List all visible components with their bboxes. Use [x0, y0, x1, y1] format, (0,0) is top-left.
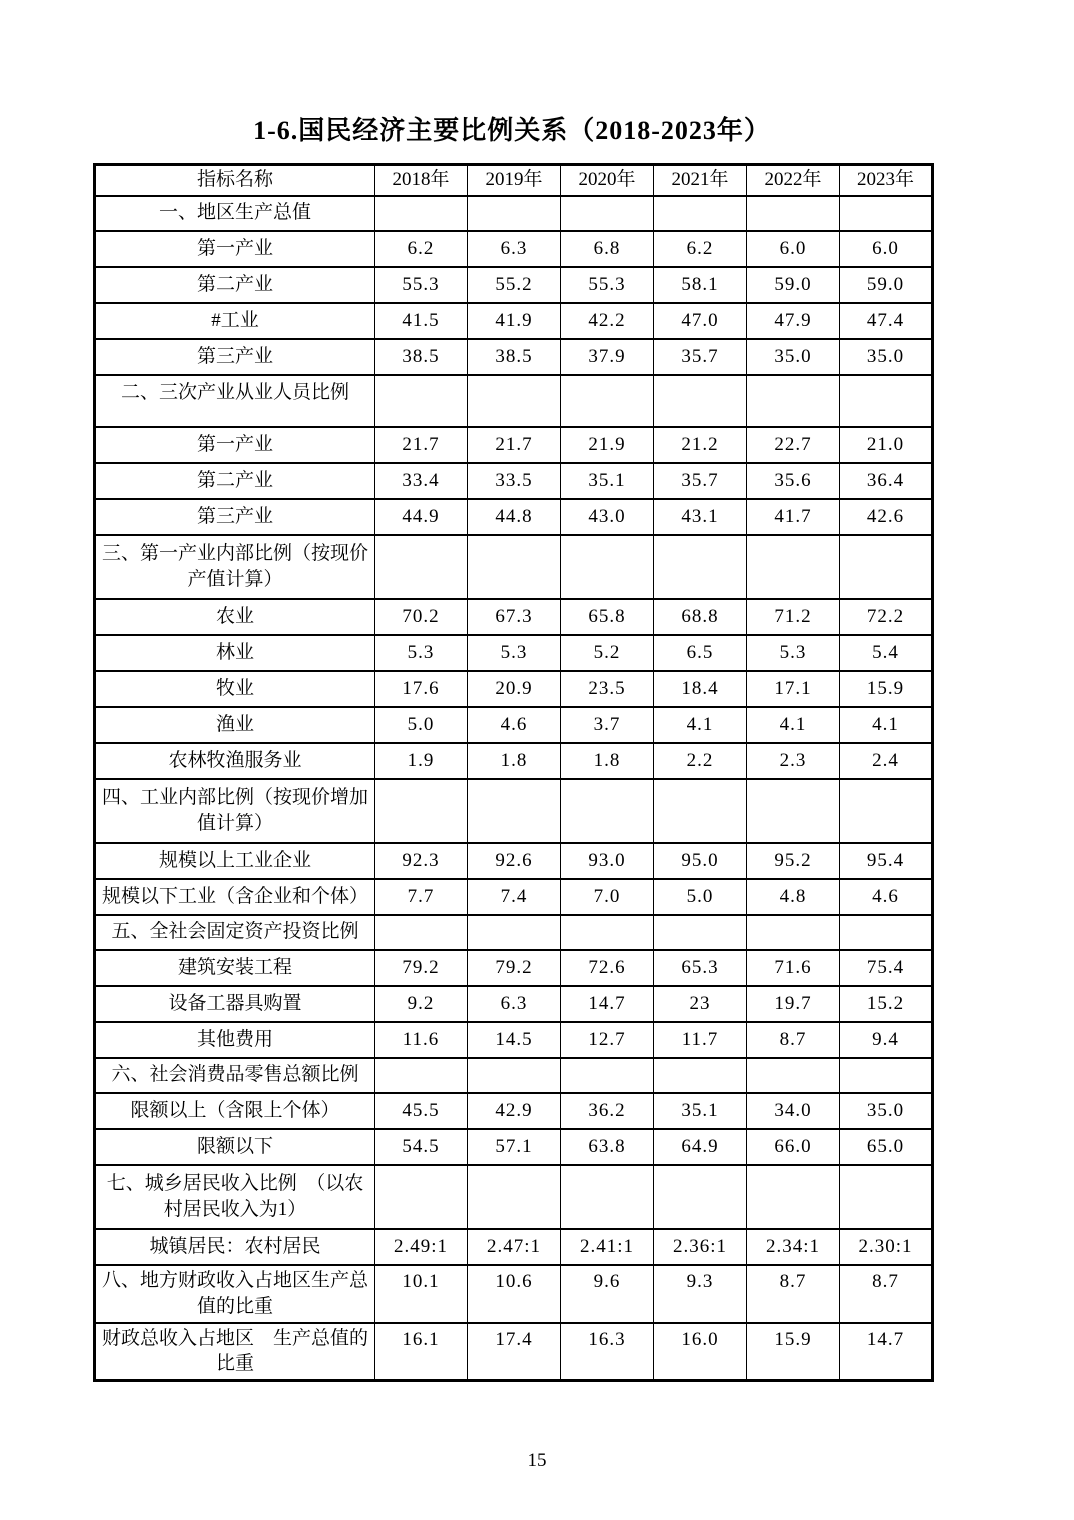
value-cell: 7.7	[375, 879, 468, 915]
indicator-label-cell: 第一产业	[95, 231, 375, 267]
value-cell: 17.1	[747, 671, 840, 707]
table-row	[95, 267, 933, 303]
value-cell	[840, 915, 933, 950]
value-cell: 21.0	[840, 427, 933, 463]
value-cell: 6.2	[654, 231, 747, 267]
value-cell	[561, 1058, 654, 1093]
value-cell: 5.4	[840, 635, 933, 671]
value-cell: 14.7	[561, 986, 654, 1022]
value-cell: 1.8	[561, 743, 654, 779]
value-cell: 5.2	[561, 635, 654, 671]
value-cell: 1.8	[468, 743, 561, 779]
value-cell: 38.5	[468, 339, 561, 375]
indicator-label-cell: 渔业	[95, 707, 375, 743]
table-row	[95, 375, 933, 427]
value-cell	[654, 196, 747, 231]
value-cell	[375, 375, 468, 427]
value-cell	[468, 375, 561, 427]
table-header-row	[95, 165, 933, 196]
value-cell: 43.0	[561, 499, 654, 535]
value-cell: 2.3	[747, 743, 840, 779]
table-row	[95, 1022, 933, 1058]
value-cell: 36.4	[840, 463, 933, 499]
table-row	[95, 915, 933, 950]
value-cell: 57.1	[468, 1129, 561, 1165]
table-row	[95, 950, 933, 986]
value-cell: 12.7	[561, 1022, 654, 1058]
value-cell: 4.6	[468, 707, 561, 743]
value-cell: 79.2	[468, 950, 561, 986]
value-cell: 45.5	[375, 1093, 468, 1129]
value-cell	[747, 915, 840, 950]
table-row	[95, 1265, 933, 1323]
value-cell	[468, 1058, 561, 1093]
value-cell: 44.9	[375, 499, 468, 535]
table-row	[95, 196, 933, 231]
value-cell: 11.6	[375, 1022, 468, 1058]
value-cell: 42.9	[468, 1093, 561, 1129]
value-cell: 72.6	[561, 950, 654, 986]
value-cell	[561, 196, 654, 231]
value-cell: 2.47:1	[468, 1229, 561, 1265]
value-cell: 17.4	[468, 1323, 561, 1381]
value-cell: 95.2	[747, 843, 840, 879]
value-cell: 15.2	[840, 986, 933, 1022]
value-cell: 7.0	[561, 879, 654, 915]
value-cell: 43.1	[654, 499, 747, 535]
value-cell: 21.7	[375, 427, 468, 463]
indicator-label-cell: 七、城乡居民收入比例 （以农村居民收入为1）	[95, 1165, 375, 1229]
table-row	[95, 339, 933, 375]
value-cell	[747, 779, 840, 843]
value-cell	[561, 1165, 654, 1229]
indicator-label-cell: 财政总收入占地区 生产总值的比重	[95, 1323, 375, 1381]
value-cell	[654, 779, 747, 843]
value-cell: 34.0	[747, 1093, 840, 1129]
indicator-label-cell: 三、第一产业内部比例（按现价产值计算）	[95, 535, 375, 599]
value-cell: 5.0	[375, 707, 468, 743]
value-cell: 59.0	[747, 267, 840, 303]
value-cell: 2.49:1	[375, 1229, 468, 1265]
value-cell: 6.0	[840, 231, 933, 267]
table-row	[95, 427, 933, 463]
value-cell: 6.5	[654, 635, 747, 671]
value-cell	[747, 1165, 840, 1229]
table-row	[95, 986, 933, 1022]
value-cell: 35.0	[840, 1093, 933, 1129]
table-row	[95, 535, 933, 599]
value-cell: 6.3	[468, 231, 561, 267]
value-cell	[375, 915, 468, 950]
value-cell: 9.2	[375, 986, 468, 1022]
indicator-label-cell: 第三产业	[95, 499, 375, 535]
value-cell: 8.7	[840, 1265, 933, 1323]
column-header-indicator: 指标名称	[95, 165, 375, 196]
indicator-label-cell: 六、社会消费品零售总额比例	[95, 1058, 375, 1093]
value-cell	[375, 779, 468, 843]
value-cell: 5.3	[375, 635, 468, 671]
value-cell	[654, 1058, 747, 1093]
table-row	[95, 1058, 933, 1093]
indicator-label-cell: 林业	[95, 635, 375, 671]
value-cell: 16.3	[561, 1323, 654, 1381]
value-cell: 4.1	[840, 707, 933, 743]
value-cell	[561, 915, 654, 950]
value-cell: 66.0	[747, 1129, 840, 1165]
indicator-label-cell: 牧业	[95, 671, 375, 707]
value-cell: 7.4	[468, 879, 561, 915]
column-header-year: 2021年	[654, 165, 747, 196]
value-cell	[375, 1058, 468, 1093]
value-cell: 47.9	[747, 303, 840, 339]
indicator-label-cell: 一、地区生产总值	[95, 196, 375, 231]
value-cell: 21.9	[561, 427, 654, 463]
value-cell: 33.4	[375, 463, 468, 499]
table-row	[95, 1093, 933, 1129]
value-cell	[840, 375, 933, 427]
value-cell: 10.6	[468, 1265, 561, 1323]
value-cell: 35.7	[654, 339, 747, 375]
table-row	[95, 1129, 933, 1165]
column-header-year: 2019年	[468, 165, 561, 196]
value-cell: 95.4	[840, 843, 933, 879]
indicator-label-cell: 八、地方财政收入占地区生产总值的比重	[95, 1265, 375, 1323]
table-row	[95, 499, 933, 535]
indicator-label-cell: 二、三次产业从业人员比例	[95, 375, 375, 427]
indicator-label-cell: 规模以下工业（含企业和个体）	[95, 879, 375, 915]
value-cell: 93.0	[561, 843, 654, 879]
page-number: 15	[527, 1450, 547, 1471]
indicator-label-cell: 其他费用	[95, 1022, 375, 1058]
value-cell	[747, 535, 840, 599]
indicator-label-cell: 城镇居民：农村居民	[95, 1229, 375, 1265]
value-cell	[654, 375, 747, 427]
value-cell: 67.3	[468, 599, 561, 635]
value-cell: 42.6	[840, 499, 933, 535]
value-cell: 58.1	[654, 267, 747, 303]
value-cell	[654, 535, 747, 599]
indicator-label-cell: #工业	[95, 303, 375, 339]
indicator-label-cell: 限额以上（含限上个体）	[95, 1093, 375, 1129]
value-cell: 64.9	[654, 1129, 747, 1165]
indicator-label-cell: 农业	[95, 599, 375, 635]
indicator-label-cell: 四、工业内部比例（按现价增加值计算）	[95, 779, 375, 843]
value-cell: 71.6	[747, 950, 840, 986]
value-cell: 8.7	[747, 1265, 840, 1323]
table-row	[95, 879, 933, 915]
indicator-label-cell: 设备工器具购置	[95, 986, 375, 1022]
value-cell: 33.5	[468, 463, 561, 499]
value-cell: 6.3	[468, 986, 561, 1022]
indicator-label-cell: 规模以上工业企业	[95, 843, 375, 879]
value-cell	[840, 779, 933, 843]
value-cell: 35.7	[654, 463, 747, 499]
value-cell: 6.2	[375, 231, 468, 267]
value-cell	[561, 375, 654, 427]
column-header-year: 2018年	[375, 165, 468, 196]
value-cell: 5.3	[468, 635, 561, 671]
value-cell: 2.30:1	[840, 1229, 933, 1265]
table-row	[95, 1229, 933, 1265]
value-cell	[468, 535, 561, 599]
table-row	[95, 707, 933, 743]
value-cell: 2.34:1	[747, 1229, 840, 1265]
value-cell: 38.5	[375, 339, 468, 375]
value-cell	[468, 196, 561, 231]
value-cell: 41.7	[747, 499, 840, 535]
value-cell: 75.4	[840, 950, 933, 986]
value-cell: 36.2	[561, 1093, 654, 1129]
value-cell: 11.7	[654, 1022, 747, 1058]
value-cell: 47.4	[840, 303, 933, 339]
value-cell: 35.1	[561, 463, 654, 499]
value-cell	[468, 915, 561, 950]
value-cell: 95.0	[654, 843, 747, 879]
value-cell: 55.3	[375, 267, 468, 303]
indicator-label-cell: 农林牧渔服务业	[95, 743, 375, 779]
value-cell: 47.0	[654, 303, 747, 339]
value-cell	[468, 779, 561, 843]
value-cell: 65.3	[654, 950, 747, 986]
value-cell	[654, 1165, 747, 1229]
value-cell	[375, 535, 468, 599]
value-cell: 2.2	[654, 743, 747, 779]
value-cell: 35.0	[747, 339, 840, 375]
value-cell: 35.6	[747, 463, 840, 499]
value-cell: 44.8	[468, 499, 561, 535]
value-cell: 6.8	[561, 231, 654, 267]
table-row	[95, 231, 933, 267]
column-header-year: 2020年	[561, 165, 654, 196]
proportions-table	[93, 163, 934, 1382]
indicator-label-cell: 第二产业	[95, 463, 375, 499]
value-cell: 20.9	[468, 671, 561, 707]
value-cell	[375, 196, 468, 231]
value-cell: 92.6	[468, 843, 561, 879]
value-cell: 8.7	[747, 1022, 840, 1058]
value-cell: 92.3	[375, 843, 468, 879]
value-cell	[840, 535, 933, 599]
value-cell: 5.3	[747, 635, 840, 671]
value-cell: 1.9	[375, 743, 468, 779]
indicator-label-cell: 五、全社会固定资产投资比例	[95, 915, 375, 950]
value-cell: 2.36:1	[654, 1229, 747, 1265]
value-cell: 3.7	[561, 707, 654, 743]
value-cell: 54.5	[375, 1129, 468, 1165]
value-cell: 2.41:1	[561, 1229, 654, 1265]
value-cell: 23	[654, 986, 747, 1022]
value-cell: 72.2	[840, 599, 933, 635]
value-cell: 16.1	[375, 1323, 468, 1381]
value-cell: 15.9	[840, 671, 933, 707]
value-cell: 18.4	[654, 671, 747, 707]
value-cell: 15.9	[747, 1323, 840, 1381]
value-cell: 4.6	[840, 879, 933, 915]
value-cell	[375, 1165, 468, 1229]
value-cell: 35.0	[840, 339, 933, 375]
value-cell	[840, 196, 933, 231]
value-cell: 35.1	[654, 1093, 747, 1129]
value-cell	[747, 196, 840, 231]
value-cell: 59.0	[840, 267, 933, 303]
value-cell: 55.2	[468, 267, 561, 303]
value-cell: 68.8	[654, 599, 747, 635]
table-row	[95, 463, 933, 499]
value-cell: 55.3	[561, 267, 654, 303]
value-cell: 2.4	[840, 743, 933, 779]
table-row	[95, 779, 933, 843]
value-cell: 42.2	[561, 303, 654, 339]
value-cell: 6.0	[747, 231, 840, 267]
indicator-label-cell: 建筑安装工程	[95, 950, 375, 986]
value-cell	[561, 779, 654, 843]
table-row	[95, 743, 933, 779]
value-cell	[840, 1165, 933, 1229]
value-cell: 14.5	[468, 1022, 561, 1058]
table-row	[95, 843, 933, 879]
value-cell: 79.2	[375, 950, 468, 986]
column-header-year: 2022年	[747, 165, 840, 196]
value-cell: 9.6	[561, 1265, 654, 1323]
value-cell: 37.9	[561, 339, 654, 375]
value-cell: 19.7	[747, 986, 840, 1022]
table-row	[95, 635, 933, 671]
value-cell: 9.4	[840, 1022, 933, 1058]
table-row	[95, 1165, 933, 1229]
value-cell: 14.7	[840, 1323, 933, 1381]
value-cell: 4.8	[747, 879, 840, 915]
value-cell	[747, 375, 840, 427]
value-cell: 16.0	[654, 1323, 747, 1381]
value-cell: 70.2	[375, 599, 468, 635]
value-cell: 17.6	[375, 671, 468, 707]
value-cell: 10.1	[375, 1265, 468, 1323]
value-cell	[747, 1058, 840, 1093]
value-cell: 41.9	[468, 303, 561, 339]
page-title: 1-6.国民经济主要比例关系（2018-2023年）	[253, 116, 771, 145]
indicator-label-cell: 限额以下	[95, 1129, 375, 1165]
value-cell	[840, 1058, 933, 1093]
value-cell: 71.2	[747, 599, 840, 635]
table-row	[95, 1323, 933, 1381]
value-cell: 21.2	[654, 427, 747, 463]
value-cell: 4.1	[747, 707, 840, 743]
value-cell: 4.1	[654, 707, 747, 743]
value-cell: 23.5	[561, 671, 654, 707]
column-header-year: 2023年	[840, 165, 933, 196]
value-cell: 22.7	[747, 427, 840, 463]
value-cell	[468, 1165, 561, 1229]
table-row	[95, 671, 933, 707]
value-cell	[654, 915, 747, 950]
table-row	[95, 599, 933, 635]
value-cell: 63.8	[561, 1129, 654, 1165]
value-cell: 5.0	[654, 879, 747, 915]
indicator-label-cell: 第一产业	[95, 427, 375, 463]
indicator-label-cell: 第二产业	[95, 267, 375, 303]
indicator-label-cell: 第三产业	[95, 339, 375, 375]
value-cell: 9.3	[654, 1265, 747, 1323]
value-cell	[561, 535, 654, 599]
value-cell: 65.8	[561, 599, 654, 635]
table-row	[95, 303, 933, 339]
value-cell: 21.7	[468, 427, 561, 463]
value-cell: 65.0	[840, 1129, 933, 1165]
value-cell: 41.5	[375, 303, 468, 339]
